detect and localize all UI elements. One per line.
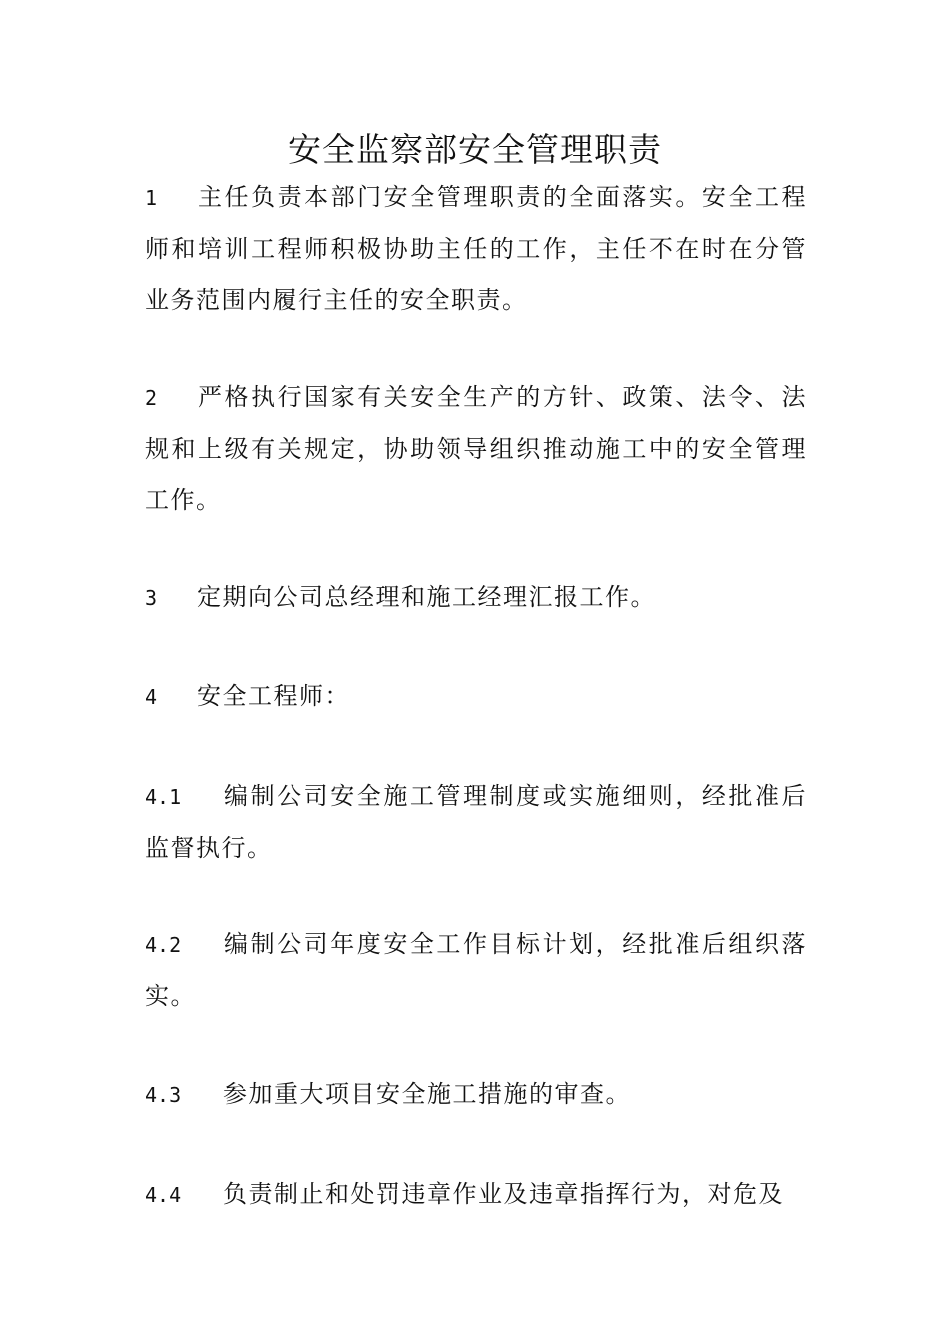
paragraph-text: 参加重大项目安全施工措施的审查。: [223, 1080, 631, 1108]
paragraph-text: 定期向公司总经理和施工经理汇报工作。: [197, 583, 656, 611]
paragraph-4-4: [145, 1169, 807, 1221]
paragraph-number: 4.2: [145, 933, 182, 957]
paragraph-number: 4.1: [145, 785, 182, 809]
paragraph-text: 编制公司安全施工管理制度或实施细则，经批准后监督执行。: [145, 782, 807, 862]
paragraph-number: 1: [145, 186, 158, 210]
paragraph-number: 4.3: [145, 1083, 182, 1107]
paragraph-1: [145, 172, 807, 326]
paragraph-text: 主任负责本部门安全管理职责的全面落实。安全工程师和培训工程师积极协助主任的工作，主任不在时在分管业务范围内履行主任的安全职责。: [145, 183, 807, 314]
paragraph-text: 负责制止和处罚违章作业及违章指挥行为，对危及: [223, 1180, 784, 1208]
paragraph-3: [145, 572, 807, 624]
paragraph-4-1: [145, 771, 807, 874]
paragraph-number: 4: [145, 685, 158, 709]
paragraph-4: [145, 671, 807, 723]
paragraph-number: 4.4: [145, 1183, 182, 1207]
paragraph-text: 安全工程师：: [197, 682, 350, 710]
paragraph-text: 严格执行国家有关安全生产的方针、政策、法令、法规和上级有关规定，协助领导组织推动施工中的安全管理工作。: [145, 383, 807, 514]
paragraph-number: 3: [145, 586, 158, 610]
document-title: 安全监察部安全管理职责: [288, 130, 662, 169]
paragraph-4-3: [145, 1069, 807, 1121]
paragraph-number: 2: [145, 386, 158, 410]
paragraph-4-2: [145, 919, 807, 1022]
paragraph-2: [145, 372, 807, 526]
paragraph-text: 编制公司年度安全工作目标计划，经批准后组织落实。: [145, 930, 807, 1010]
